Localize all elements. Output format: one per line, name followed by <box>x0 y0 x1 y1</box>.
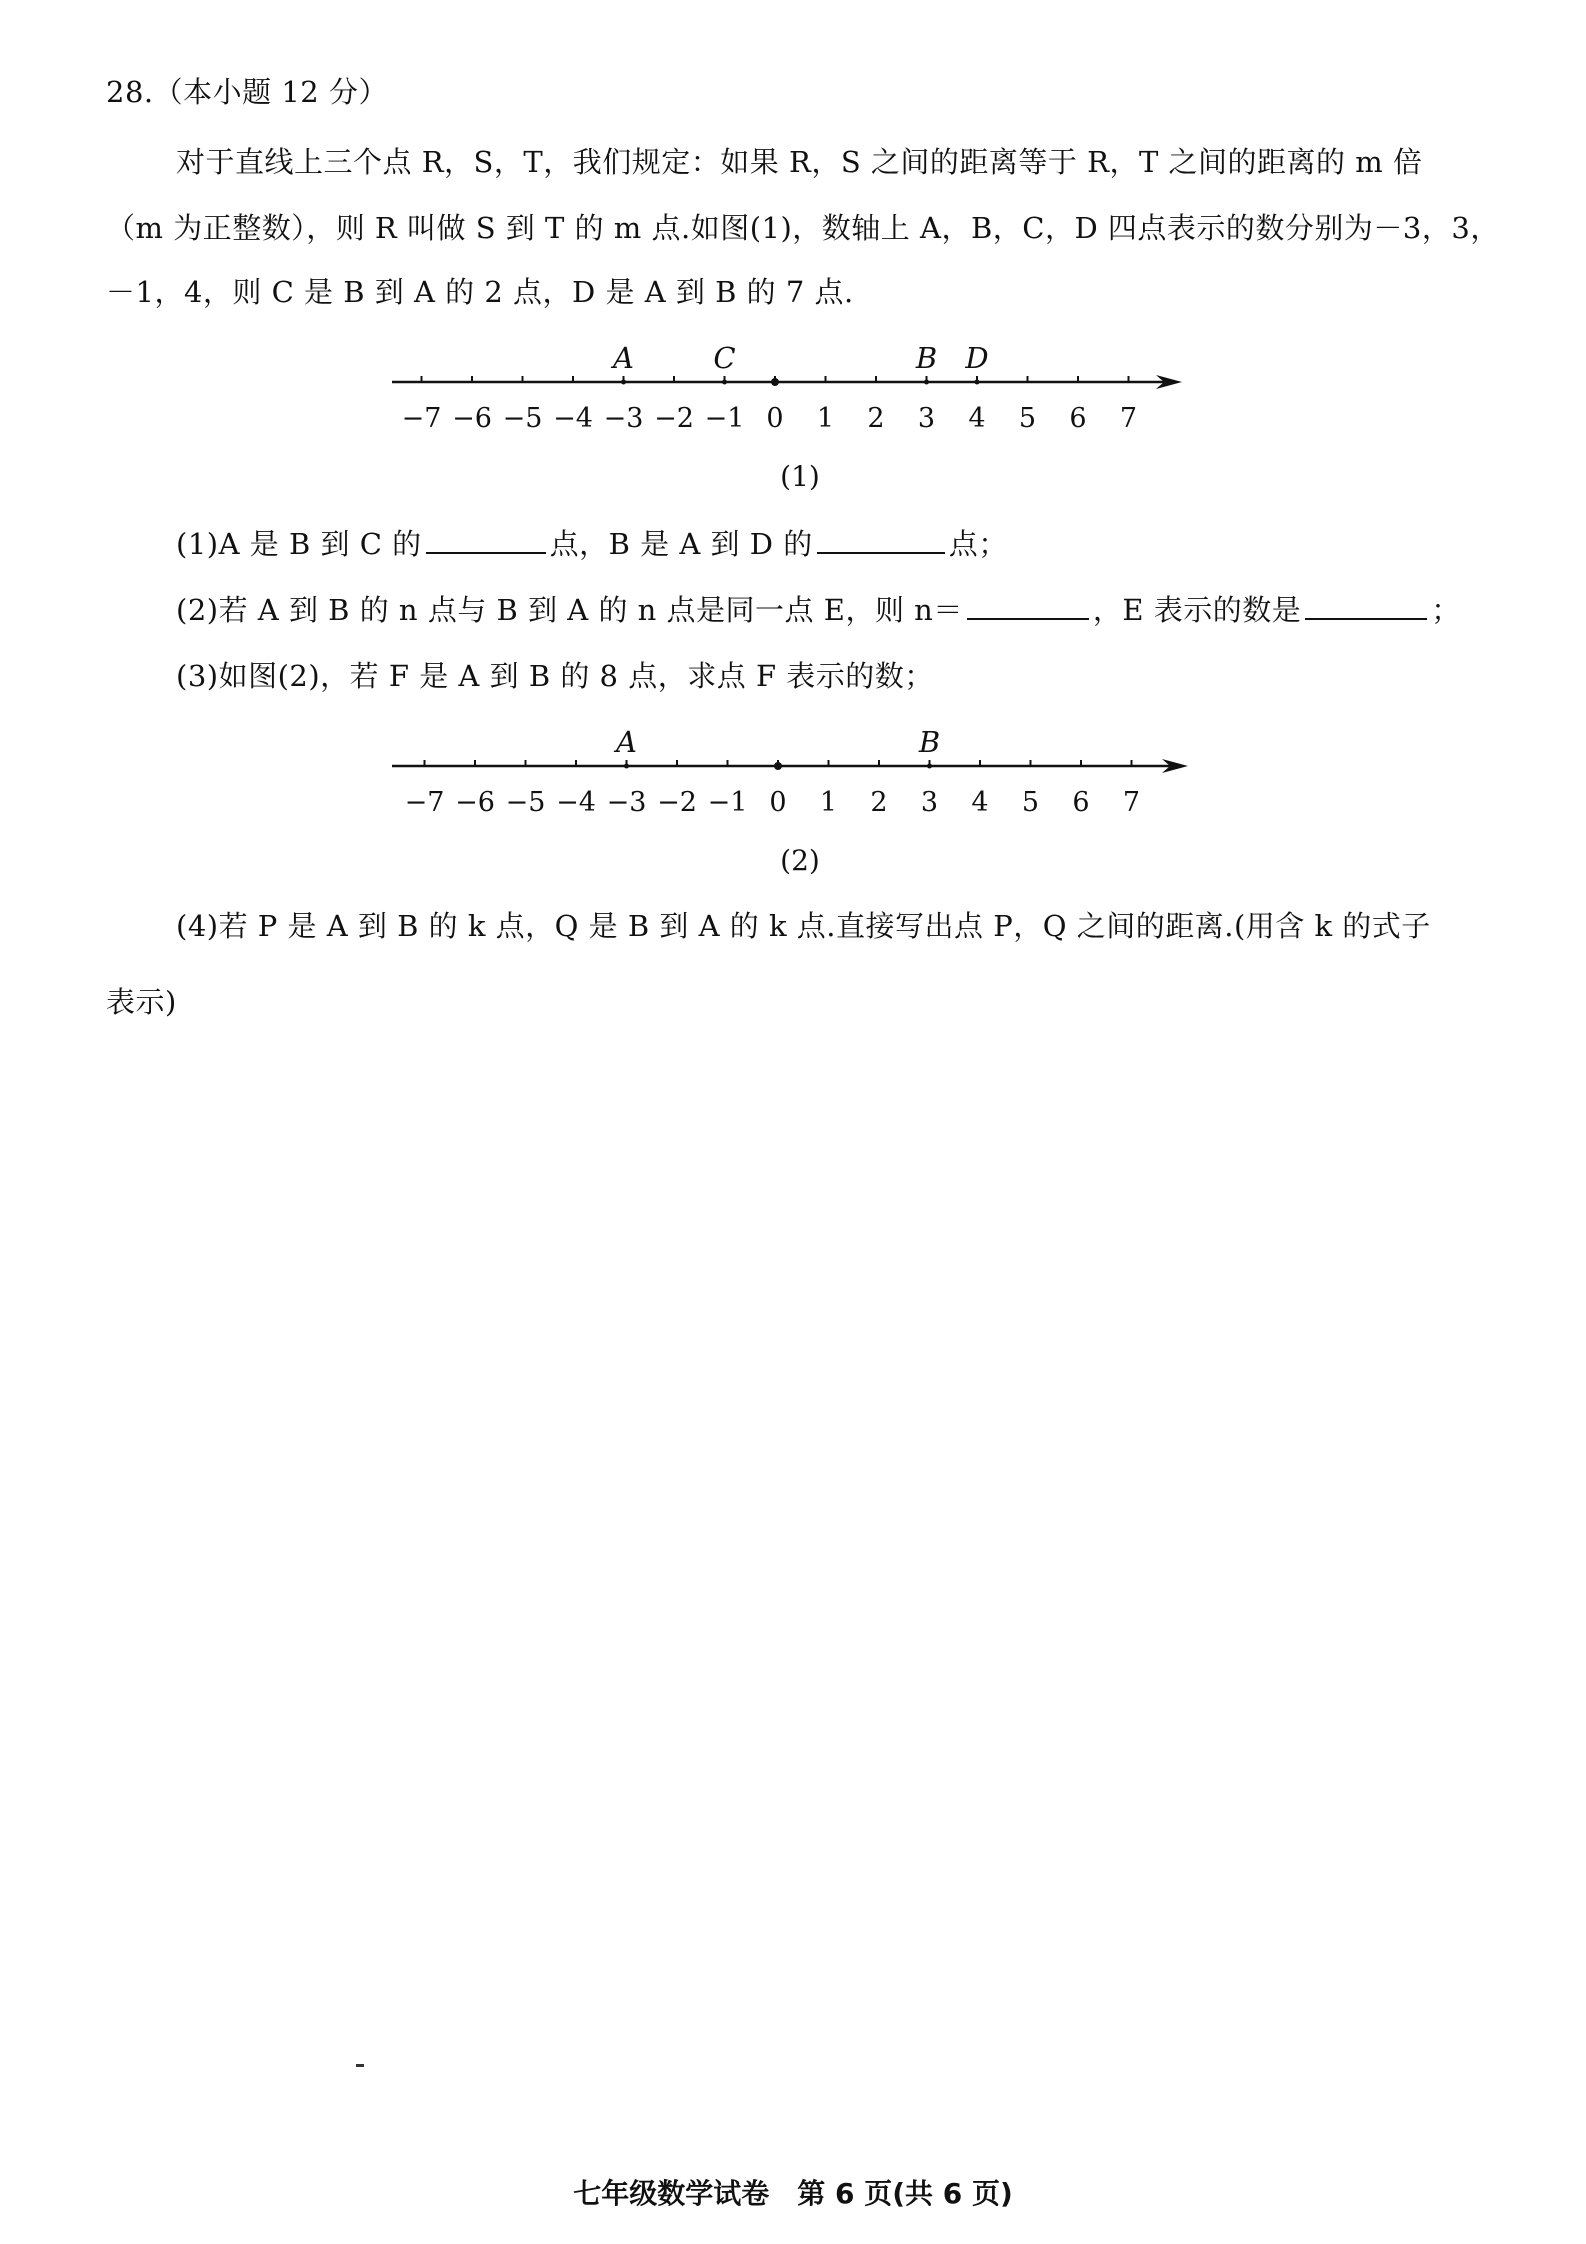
problem-intro-line-2: （m 为正整数），则 R 叫做 S 到 T 的 m 点.如图(1)，数轴上 A，B，C，D 四点表示的数分别为－3，3， <box>106 211 1500 245</box>
point-label: A <box>613 341 634 375</box>
point-marker <box>927 764 932 769</box>
tick-label: −7 <box>401 403 442 434</box>
question-1-text-b: 点，B 是 A 到 D 的 <box>549 527 813 561</box>
tick-label: 6 <box>1072 787 1090 818</box>
tick-label: 5 <box>1018 403 1037 434</box>
tick-label: −7 <box>404 787 445 818</box>
tick-label: −5 <box>502 403 543 434</box>
problem-heading: 28.（本小题 12 分） <box>106 75 388 109</box>
tick-label: −2 <box>654 403 694 434</box>
tick-label: 4 <box>968 403 986 434</box>
stray-mark <box>356 2064 364 2067</box>
question-2-text-a: (2)若 A 到 B 的 n 点与 B 到 A 的 n 点是同一点 E，则 n＝ <box>176 593 963 627</box>
tick-label: 0 <box>769 787 787 818</box>
point-label: C <box>713 341 736 375</box>
tick-label: −4 <box>553 403 593 434</box>
problem-intro-line-1: 对于直线上三个点 R，S，T，我们规定：如果 R，S 之间的距离等于 R，T 之间的距离的 m 倍 <box>176 145 1423 179</box>
point-label: A <box>616 725 637 759</box>
tick-label: 2 <box>870 787 888 818</box>
tick-label: −4 <box>556 787 596 818</box>
question-2-text-b: ，E 表示的数是 <box>1092 593 1302 627</box>
question-1-text-c: 点； <box>948 527 1008 561</box>
tick-label: 5 <box>1021 787 1040 818</box>
tick-label: 7 <box>1122 787 1141 818</box>
figure-caption: (1) <box>780 460 820 493</box>
question-4-line-2: 表示) <box>106 985 177 1019</box>
number-line-figure-2 <box>0 0 1586 900</box>
tick-label: −1 <box>704 403 745 434</box>
tick-label: −6 <box>455 787 495 818</box>
question-2-text-c: ； <box>1431 593 1461 627</box>
origin-dot <box>774 762 782 770</box>
tick-label: 4 <box>971 787 989 818</box>
tick-label: 2 <box>867 403 885 434</box>
tick-label: −5 <box>505 787 546 818</box>
point-label: B <box>915 341 938 375</box>
page-footer: 七年级数学试卷 第 6 页(共 6 页) <box>573 2177 1013 2210</box>
figure-caption: (2) <box>780 844 820 877</box>
tick-label: 6 <box>1069 403 1087 434</box>
tick-label: 3 <box>917 403 936 434</box>
tick-label: 1 <box>816 403 835 434</box>
question-1-text-a: (1)A 是 B 到 C 的 <box>176 527 422 561</box>
point-label: B <box>918 725 941 759</box>
question-3: (3)如图(2)，若 F 是 A 到 B 的 8 点，求点 F 表示的数； <box>176 659 934 693</box>
tick-label: −1 <box>707 787 748 818</box>
question-4-line-1: (4)若 P 是 A 到 B 的 k 点，Q 是 B 到 A 的 k 点.直接写出点 P，Q 之间的距离.(用含 k 的式子 <box>176 909 1431 943</box>
tick-label: −6 <box>452 403 492 434</box>
point-marker <box>624 764 629 769</box>
problem-intro-line-3: －1，4，则 C 是 B 到 A 的 2 点，D 是 A 到 B 的 7 点. <box>106 275 854 309</box>
tick-label: −3 <box>606 787 647 818</box>
tick-label: −2 <box>657 787 697 818</box>
tick-label: 3 <box>920 787 939 818</box>
point-label: D <box>965 341 989 375</box>
tick-label: 7 <box>1119 403 1138 434</box>
tick-label: −3 <box>603 403 644 434</box>
tick-label: 1 <box>819 787 838 818</box>
tick-label: 0 <box>766 403 784 434</box>
